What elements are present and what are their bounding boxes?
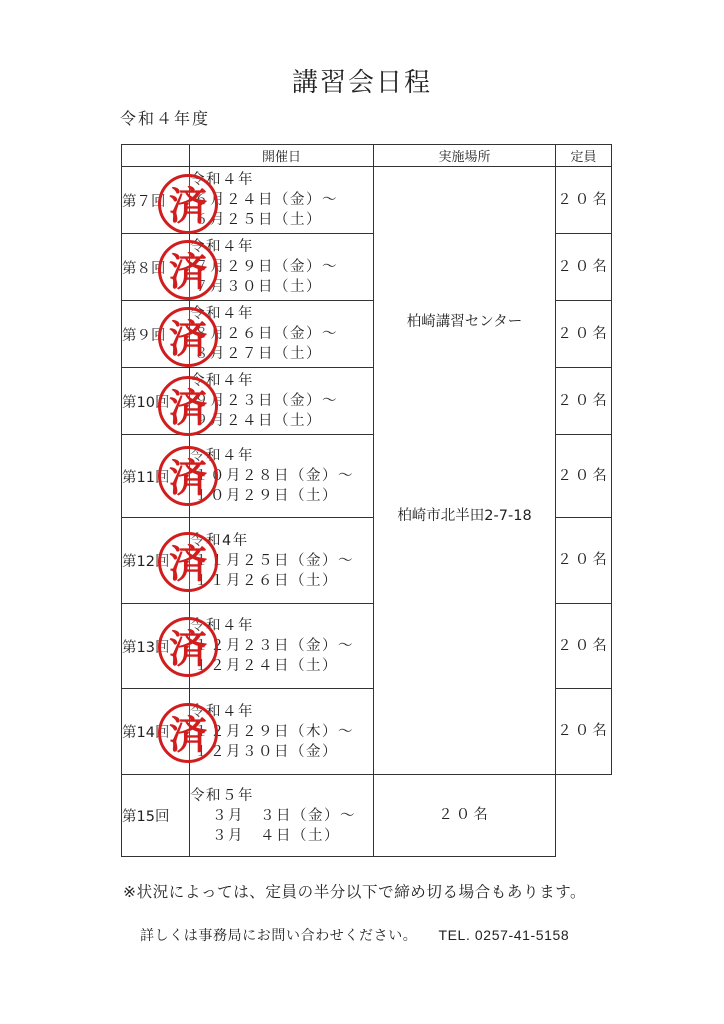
date-cell [190,435,374,518]
date-cell [190,234,374,301]
schedule-table [121,144,612,857]
date-year: 令和５年 [190,787,254,804]
table-row [122,775,612,857]
table-row [122,167,612,234]
date-year: 令和４年 [190,306,254,322]
date-start: １２月２９日（木）～ [194,723,354,740]
date-cell [190,604,374,689]
capacity-cell [556,368,612,435]
round-label: 第13回 [122,604,190,689]
capacity-cell [556,301,612,368]
round-label: 第12回 [122,518,190,604]
date-cell [190,301,374,368]
round-label: 第14回 [122,689,190,775]
date-start: ７月２９日（金）～ [194,259,338,275]
capacity-value: ２０名 [438,807,491,823]
header-capacity: 定員 [556,145,612,167]
date-year: 令和４年 [190,373,254,389]
capacity-cell [556,604,612,689]
round-label: 第７回 [122,167,190,234]
completed-stamp: 済 [158,617,218,677]
date-end: １１月２６日（土） [194,572,338,589]
round-label: 第８回 [122,234,190,301]
completed-stamp: 済 [158,703,218,763]
capacity-cell [556,435,612,518]
date-end: ９月２４日（土） [194,413,322,429]
capacity-cell [556,518,612,604]
completed-stamp: 済 [158,446,218,506]
venue-name: 柏崎講習センター [406,314,523,330]
date-year: 令和４年 [190,239,254,255]
completed-stamp: 済 [158,307,218,367]
date-year: 令和４年 [190,618,254,634]
date-start: ８月２６日（金）～ [194,326,338,342]
date-start: １０月２８日（金）～ [194,468,354,484]
round-label: 第15回 [122,775,190,857]
date-cell [190,167,374,234]
capacity-cell [556,234,612,301]
capacity-value: ２０名 [557,637,610,654]
header-row [122,145,612,167]
capacity-value: ２０名 [557,258,610,275]
date-end: ３月 ４日（土） [212,827,340,844]
date-cell [190,368,374,435]
capacity-cell [556,167,612,234]
capacity-note: ※状況によっては、定員の半分以下で締め切る場合もあります。 [123,883,587,901]
date-year: 令和４年 [190,172,254,188]
date-end: １２月３０日（金） [194,743,338,760]
capacity-value: ２０名 [557,467,610,484]
fiscal-year-label: 令和４年度 [120,109,211,128]
date-start: ３月 ３日（金）～ [212,807,356,824]
date-end: ６月２５日（土） [194,212,322,228]
capacity-cell [556,689,612,775]
date-start: １２月２３日（金）～ [194,638,354,654]
round-label: 第11回 [122,435,190,518]
completed-stamp: 済 [158,376,218,436]
date-cell [190,518,374,604]
date-end: ７月３０日（土） [194,279,322,295]
date-year: 令和４年 [190,448,254,464]
date-year: 令和4年 [190,532,249,549]
date-cell [190,775,374,857]
completed-stamp: 済 [158,532,218,592]
capacity-value: ２０名 [557,191,610,208]
date-end: ８月２７日（土） [194,346,322,362]
header-round [122,145,190,167]
contact-text: 詳しくは事務局にお問い合わせください。 [140,928,418,944]
capacity-value: ２０名 [557,325,610,342]
date-cell [190,689,374,775]
completed-stamp: 済 [158,174,218,234]
page-title: 講習会日程 [291,68,432,98]
header-venue: 実施場所 [374,145,556,167]
date-end: １０月２９日（土） [194,488,338,504]
capacity-cell [374,775,556,857]
capacity-value: ２０名 [557,552,610,568]
venue-address: 柏崎市北半田2-7-18 [397,508,532,524]
phone-number: TEL. 0257-41-5158 [438,927,570,943]
date-start: ９月２３日（金）～ [194,393,338,409]
round-label: 第10回 [122,368,190,435]
contact-note [140,925,569,945]
capacity-value: ２０名 [557,723,610,739]
date-start: １１月２５日（金）～ [194,552,354,569]
date-end: １２月２４日（土） [194,658,338,674]
completed-stamp: 済 [158,240,218,300]
round-label: 第９回 [122,301,190,368]
date-year: 令和４年 [190,703,254,720]
date-start: ６月２４日（金）～ [194,192,338,208]
header-date: 開催日 [190,145,374,167]
venue-cell [374,167,556,775]
capacity-value: ２０名 [557,392,610,409]
